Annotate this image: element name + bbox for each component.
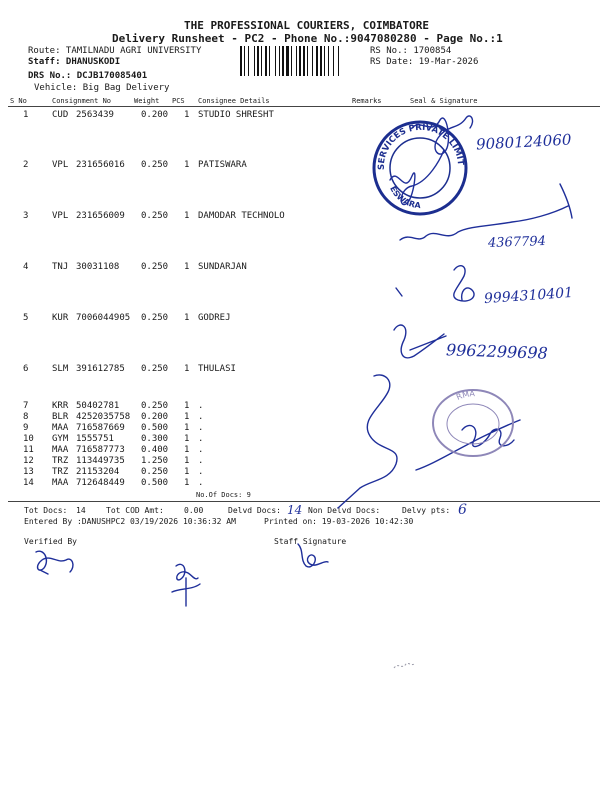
- seal-top-text: SERVICES PRIVATE LIMITED: [366, 111, 466, 171]
- row-prefix: TRZ: [52, 456, 69, 466]
- row-weight: 0.250: [141, 262, 169, 272]
- row-prefix: SLM: [52, 364, 69, 374]
- row-consignment-no: 716587773: [76, 445, 125, 455]
- signature-row-5: [394, 325, 446, 358]
- row-prefix: VPL: [52, 160, 69, 170]
- signature-row-3: [400, 184, 572, 240]
- row-consignment-no: 50402781: [76, 401, 120, 411]
- row-sno: 8: [23, 412, 29, 422]
- row-consignment-no: 21153204: [76, 467, 120, 477]
- row-weight: 0.250: [141, 313, 169, 323]
- handwritten-phone-1: 9080124060: [475, 130, 572, 154]
- row-consignment-no: 30031108: [76, 262, 120, 272]
- row-prefix: CUD: [52, 110, 69, 120]
- col-seal-signature: Seal & Signature: [410, 97, 478, 105]
- row-weight: 0.500: [141, 423, 169, 433]
- row-sno: 7: [23, 401, 29, 411]
- row-weight: 0.200: [141, 110, 169, 120]
- row-sno: 13: [23, 467, 34, 477]
- verified-by-label: Verified By: [24, 537, 77, 546]
- row-consignee: .: [198, 456, 204, 466]
- row-pcs: 1: [184, 445, 190, 455]
- row-prefix: TRZ: [52, 467, 69, 477]
- col-sno: S No: [10, 97, 27, 105]
- handwritten-delvd-count: 14: [287, 503, 303, 517]
- signature-row-1: [412, 116, 473, 154]
- company-title: THE PROFESSIONAL COURIERS, COIMBATORE: [184, 19, 430, 32]
- row-pcs: 1: [184, 401, 190, 411]
- row-weight: 0.250: [141, 401, 169, 411]
- row-weight: 0.200: [141, 412, 169, 422]
- row-consignment-no: 231656016: [76, 160, 125, 170]
- row-pcs: 1: [184, 423, 190, 433]
- row-prefix: MAA: [52, 478, 69, 488]
- row-consignee: DAMODAR TECHNOLO: [198, 211, 285, 221]
- vehicle-info: Vehicle: Big Bag Delivery: [34, 83, 170, 93]
- staff-signature-scribble: [298, 544, 328, 567]
- delvd-docs-label: Delvd Docs:: [228, 506, 281, 515]
- svg-text:RMA: [455, 389, 476, 402]
- col-consignment: Consignment No: [52, 97, 112, 105]
- row-prefix: TNJ: [52, 262, 69, 272]
- signature-row-6: [338, 375, 397, 508]
- col-weight: Weight: [134, 97, 160, 105]
- row-weight: 0.250: [141, 211, 169, 221]
- row-consignee: .: [198, 412, 204, 422]
- row-sno: 10: [23, 434, 34, 444]
- runsheet-title: Delivery Runsheet - PC2 - Phone No.:9047080280 - Page No.:1: [112, 32, 503, 45]
- tot-cod-value: 0.00: [184, 506, 204, 515]
- row-sno: 9: [23, 423, 29, 433]
- row-sno: 1: [23, 110, 29, 120]
- entered-by: Entered By :DANUSHPC2 03/19/2026 10:36:32 AM: [24, 517, 236, 526]
- row-pcs: 1: [184, 434, 190, 444]
- row-consignee: .: [198, 478, 204, 488]
- row-sno: 11: [23, 445, 34, 455]
- row-weight: 0.500: [141, 478, 169, 488]
- row-consignment-no: 7006044905: [76, 313, 131, 323]
- row-sno: 2: [23, 160, 29, 170]
- row-consignment-no: 1555751: [76, 434, 114, 444]
- handwritten-number-3: 4367794: [487, 233, 547, 252]
- row-consignee: .: [198, 434, 204, 444]
- handwritten-phone-5: 9962299698: [445, 340, 549, 363]
- row-prefix: KRR: [52, 401, 69, 411]
- handwritten-phone-4: 9994310401: [483, 284, 574, 308]
- staff-info: Staff: DHANUSKODI: [28, 57, 121, 67]
- non-delvd-docs-label: Non Delvd Docs:: [308, 506, 381, 515]
- row-consignee: STUDIO SHRESHT: [198, 110, 274, 120]
- row-sno: 12: [23, 456, 34, 466]
- row-pcs: 1: [184, 364, 190, 374]
- staff-signature-label: Staff Signature: [274, 537, 347, 546]
- handwritten-delvy-pts: 6: [458, 502, 467, 518]
- row-consignment-no: 712648449: [76, 478, 125, 488]
- row-sno: 14: [23, 478, 34, 488]
- row-consignee: GODREJ: [198, 313, 231, 323]
- row-prefix: MAA: [52, 423, 69, 433]
- row-consignment-no: 716587669: [76, 423, 125, 433]
- row-weight: 0.250: [141, 364, 169, 374]
- tot-cod-label: Tot COD Amt:: [106, 506, 164, 515]
- row-prefix: VPL: [52, 211, 69, 221]
- signature-row-4: [396, 266, 474, 301]
- row-consignee: .: [198, 445, 204, 455]
- rs-number: RS No.: 1700854: [370, 46, 452, 56]
- row-sno: 5: [23, 313, 29, 323]
- row-pcs: 1: [184, 313, 190, 323]
- route-info: Route: TAMILNADU AGRI UNIVERSITY: [28, 46, 202, 56]
- row-consignment-no: 113449735: [76, 456, 125, 466]
- row-sno: 4: [23, 262, 29, 272]
- row-consignee: .: [198, 401, 204, 411]
- tot-docs-label: Tot Docs:: [24, 506, 68, 515]
- row-prefix: MAA: [52, 445, 69, 455]
- verified-by-signature: [36, 551, 73, 574]
- row-pcs: 1: [184, 467, 190, 477]
- row-pcs: 1: [184, 211, 190, 221]
- row-consignment-no: 2563439: [76, 110, 114, 120]
- row-consignee: .: [198, 423, 204, 433]
- row-weight: 0.400: [141, 445, 169, 455]
- row-prefix: BLR: [52, 412, 69, 422]
- row-pcs: 1: [184, 110, 190, 120]
- faded-round-stamp: [428, 386, 518, 460]
- row-weight: 0.250: [141, 467, 169, 477]
- row-weight: 0.300: [141, 434, 169, 444]
- rs-date: RS Date: 19-Mar-2026: [370, 57, 479, 67]
- row-sno: 3: [23, 211, 29, 221]
- row-pcs: 1: [184, 160, 190, 170]
- faint-ink-mark: [392, 658, 416, 674]
- row-prefix: GYM: [52, 434, 69, 444]
- no-of-docs: No.Of Docs: 9: [196, 491, 251, 499]
- row-consignment-no: 4252035758: [76, 412, 131, 422]
- row-consignment-no: 391612785: [76, 364, 125, 374]
- col-remarks: Remarks: [352, 97, 382, 105]
- delvy-pts-label: Delvy pts:: [402, 506, 451, 515]
- row-consignment-no: 231656009: [76, 211, 125, 221]
- row-consignee: THULASI: [198, 364, 236, 374]
- printed-on: Printed on: 19-03-2026 10:42:30: [264, 517, 414, 526]
- row-pcs: 1: [184, 262, 190, 272]
- col-consignee: Consignee Details: [198, 97, 270, 105]
- col-pcs: PCS: [172, 97, 185, 105]
- row-pcs: 1: [184, 456, 190, 466]
- row-pcs: 1: [184, 478, 190, 488]
- row-consignee: PATISWARA: [198, 160, 247, 170]
- seal-bottom-text: ESWARA: [388, 184, 422, 211]
- row-prefix: KUR: [52, 313, 69, 323]
- row-consignee: .: [198, 467, 204, 477]
- row-sno: 6: [23, 364, 29, 374]
- signature-row-2: [390, 150, 444, 205]
- row-consignee: SUNDARJAN: [198, 262, 247, 272]
- row-pcs: 1: [184, 412, 190, 422]
- drs-number: DRS No.: DCJB170085401: [28, 71, 148, 81]
- faded-stamp-text: RMA: [454, 389, 476, 403]
- tot-docs-value: 14: [76, 506, 86, 515]
- row-weight: 0.250: [141, 160, 169, 170]
- row-weight: 1.250: [141, 456, 169, 466]
- verified-by-signature-2: [172, 564, 200, 606]
